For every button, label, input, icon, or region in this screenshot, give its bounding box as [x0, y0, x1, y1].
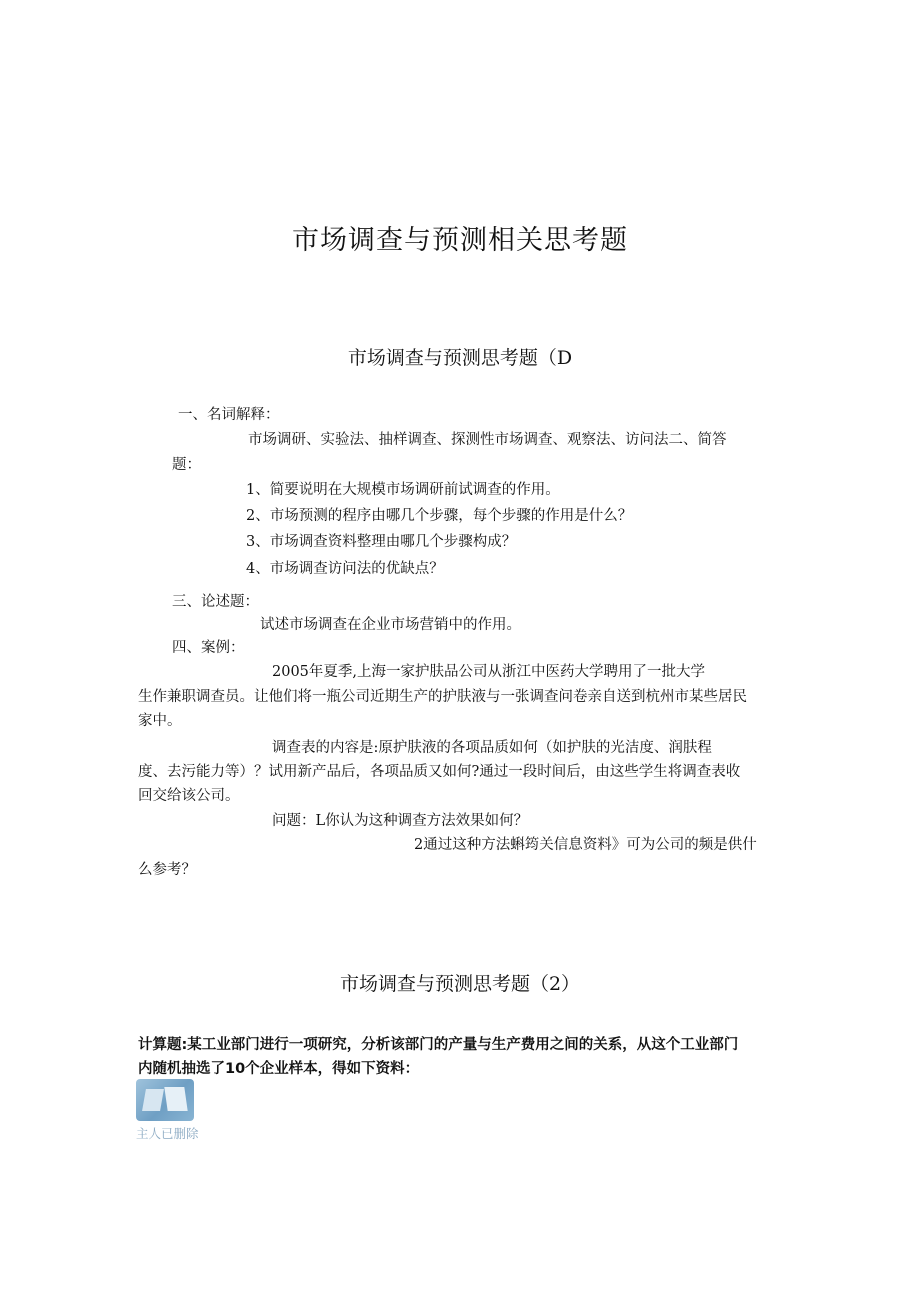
part1-terms-line2: 题：	[172, 457, 201, 473]
short-question-1: 1、简要说明在大规模市场调研前试调查的作用。	[246, 482, 560, 498]
calc-question-line2: 内随机抽选了10个企业样本，得如下资料：	[138, 1061, 420, 1077]
case-line-4: 调查表的内容是:原护肤液的各项品质如何（如护肤的光洁度、润肤程	[272, 740, 712, 756]
case-line-1: 2005年夏季,上海一家护肤品公司从浙江中医药大学聘用了一批大学	[272, 664, 706, 680]
section1-heading: 市场调查与预测思考题（D	[347, 347, 573, 369]
calc-question-line1: 计算题:某工业部门进行一项研究，分析该部门的产量与生产费用之间的关系，从这个工业部门	[138, 1037, 739, 1053]
part3-text: 试述市场调查在企业市场营销中的作用。	[260, 617, 521, 633]
case-line-2: 生作兼职调查员。让他们将一瓶公司近期生产的护肤液与一张调查问卷亲自送到杭州市某些居民	[138, 689, 747, 705]
case-line-6: 回交给该公司。	[138, 788, 240, 804]
case-question-1: 问题：L你认为这种调查方法效果如何？	[272, 813, 529, 829]
short-question-4: 4、市场调查访问法的优缺点？	[246, 561, 444, 577]
part1-label: 一、名词解释：	[178, 407, 280, 423]
part4-label: 四、案例：	[172, 640, 245, 656]
short-question-3: 3、市场调查资料整理由哪几个步骤构成？	[246, 534, 517, 550]
deleted-image-placeholder	[136, 1079, 206, 1142]
case-line-3: 家中。	[138, 713, 182, 729]
part1-terms-line1: 市场调研、实验法、抽样调查、探测性市场调查、观察法、访问法二、简答	[248, 432, 727, 448]
part3-label: 三、论述题：	[172, 594, 259, 610]
document-title: 市场调查与预测相关思考题	[292, 225, 628, 256]
deleted-image-caption: 主人已删除	[136, 1126, 199, 1141]
case-line-5: 度、去污能力等）？试用新产品后，各项品质又如何?通过一段时间后，由这些学生将调查表收	[138, 764, 741, 780]
case-question-2-cont: 么参考？	[138, 862, 196, 878]
section2-heading: 市场调查与预测思考题（2）	[339, 973, 581, 995]
short-question-2: 2、市场预测的程序由哪几个步骤，每个步骤的作用是什么？	[246, 508, 633, 524]
case-question-2: 2通过这种方法蝌筠关信息资料》可为公司的频是供什	[414, 837, 757, 853]
broken-image-icon	[136, 1079, 194, 1121]
